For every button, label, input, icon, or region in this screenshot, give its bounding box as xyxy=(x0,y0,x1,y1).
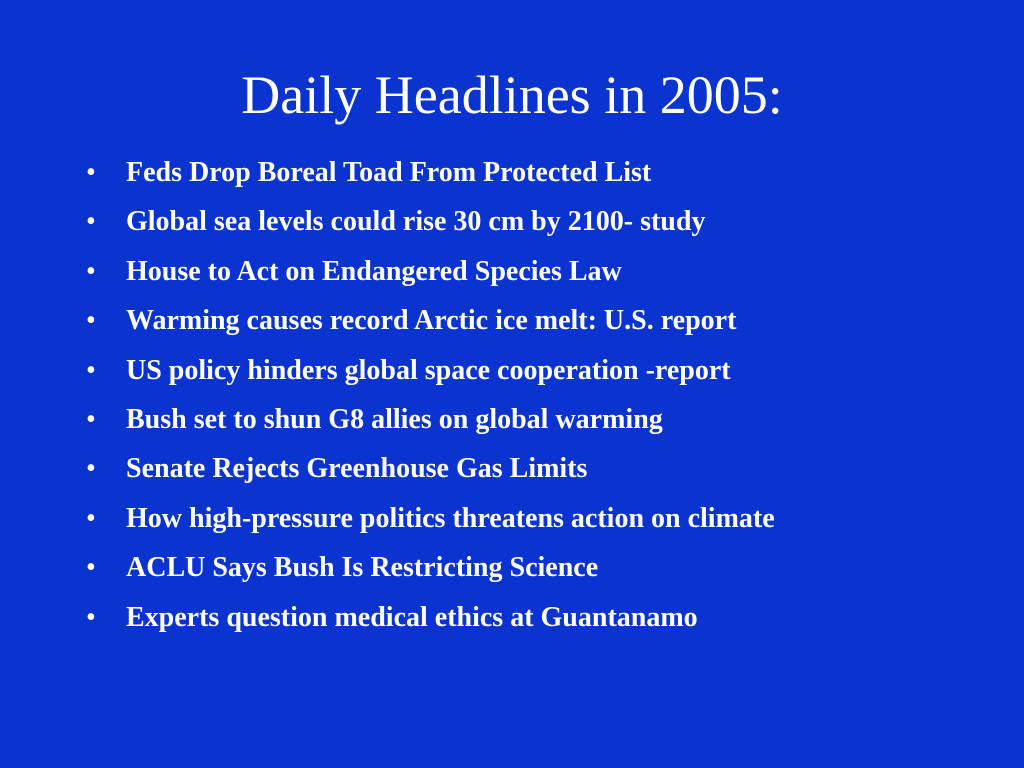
headline-text: Senate Rejects Greenhouse Gas Limits xyxy=(126,453,588,485)
list-item xyxy=(86,444,986,493)
bullet-icon: • xyxy=(86,601,96,633)
headline-list xyxy=(86,148,986,642)
list-item xyxy=(86,494,986,543)
headline-text: Experts question medical ethics at Guantanamo xyxy=(126,601,698,633)
headline-text: Feds Drop Boreal Toad From Protected List xyxy=(126,157,652,188)
bullet-icon: • xyxy=(86,354,96,386)
headline-text: Bush set to shun G8 allies on global warming xyxy=(126,403,663,435)
list-item xyxy=(86,296,986,345)
list-item xyxy=(86,543,986,592)
headline-text: Warming causes record Arctic ice melt: U.S. report xyxy=(126,305,737,337)
headline-text: House to Act on Endangered Species Law xyxy=(126,255,622,287)
list-item xyxy=(86,346,986,395)
bullet-icon: • xyxy=(86,502,96,534)
headline-text: How high-pressure politics threatens action on climate xyxy=(126,502,775,534)
bullet-icon: • xyxy=(86,157,96,188)
list-item xyxy=(86,247,986,296)
list-item xyxy=(86,197,986,246)
bullet-icon: • xyxy=(86,305,96,337)
list-item xyxy=(86,593,986,642)
slide-title: Daily Headlines in 2005: xyxy=(241,65,783,125)
bullet-icon: • xyxy=(86,206,96,238)
list-item xyxy=(86,395,986,444)
headline-text: US policy hinders global space cooperation -report xyxy=(126,354,731,386)
headline-text: Global sea levels could rise 30 cm by 2100- study xyxy=(126,206,706,238)
bullet-icon: • xyxy=(86,453,96,485)
list-item xyxy=(86,148,986,197)
bullet-icon: • xyxy=(86,552,96,584)
bullet-icon: • xyxy=(86,403,96,435)
headline-text: ACLU Says Bush Is Restricting Science xyxy=(126,552,599,584)
bullet-icon: • xyxy=(86,255,96,287)
